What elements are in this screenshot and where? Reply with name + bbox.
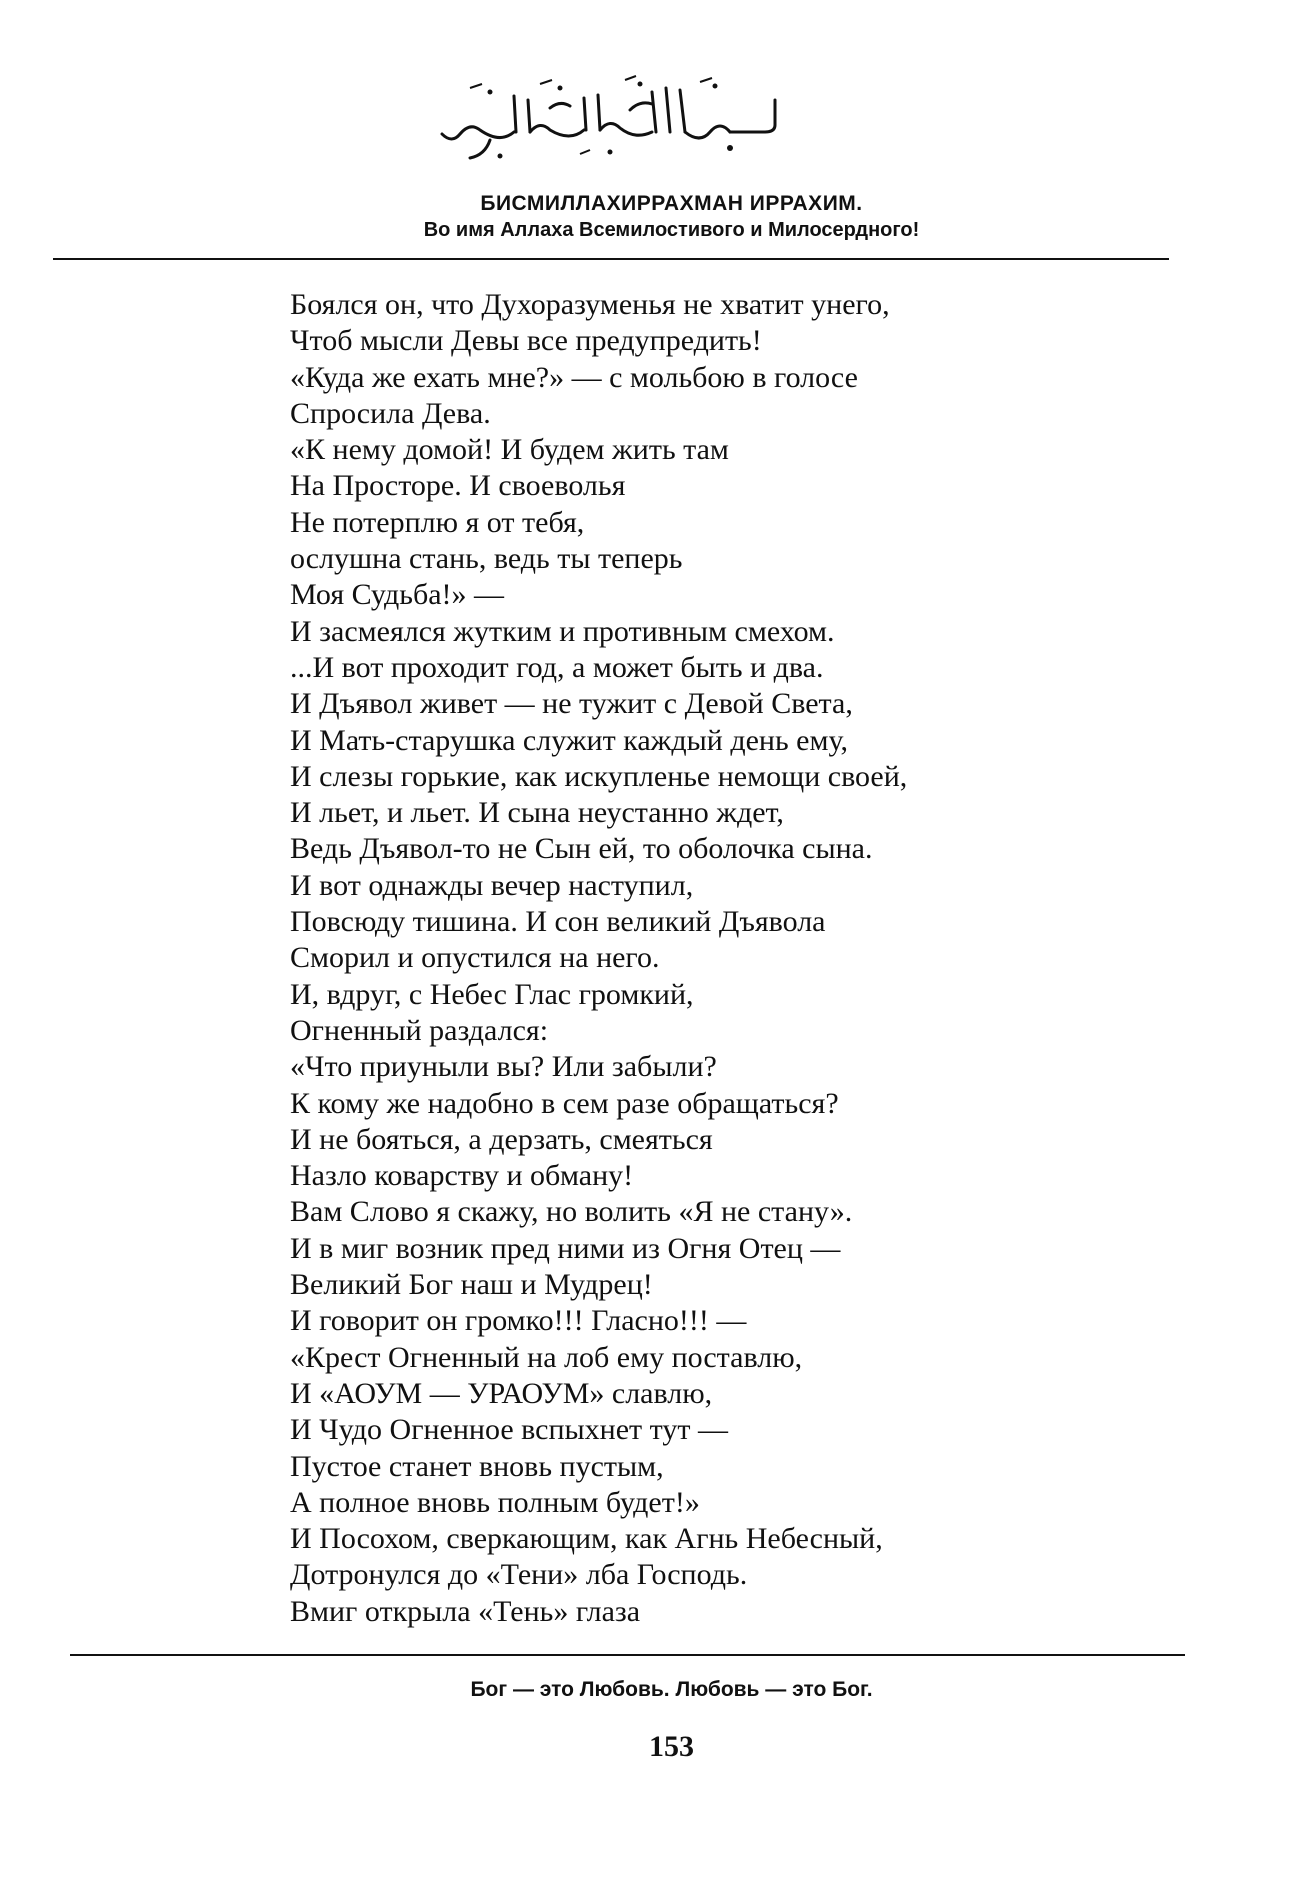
page-number: 153 bbox=[649, 1730, 694, 1763]
header-subtitle: Во имя Аллаха Всемилостивого и Милосердного! bbox=[423, 219, 920, 241]
poem-line: Великий Бог наш и Мудрец! bbox=[290, 1268, 653, 1302]
poem-text bbox=[290, 287, 907, 1630]
poem-line: ...И вот проходит год, а может быть и два. bbox=[290, 650, 824, 684]
poem-line: И льет, и льет. И сына неустанно ждет, bbox=[290, 796, 784, 830]
poem-line: Огненный раздался: bbox=[290, 1013, 549, 1047]
poem-line: И слезы горькие, как искупленье немощи своей, bbox=[290, 759, 908, 793]
poem-line: И Чудо Огненное вспыхнет тут — bbox=[290, 1413, 728, 1447]
poem-line: И вот однажды вечер наступил, bbox=[290, 868, 694, 902]
poem-line: И Мать-старушка служит каждый день ему, bbox=[290, 723, 848, 757]
poem-line: «Куда же ехать мне?» — с мольбою в голосе bbox=[290, 360, 858, 394]
poem-line: Вам Слово я скажу, но волить «Я не стану». bbox=[290, 1195, 853, 1229]
poem-line: «К нему домой! И будем жить там bbox=[290, 433, 729, 467]
poem-line: ослушна стань, ведь ты теперь bbox=[290, 542, 683, 576]
poem-line: И «АОУМ — УРАОУМ» славлю, bbox=[290, 1376, 713, 1410]
poem-line: И засмеялся жутким и противным смехом. bbox=[290, 614, 835, 648]
arabic-calligraphy-basmala bbox=[430, 70, 790, 170]
top-divider bbox=[53, 258, 1169, 260]
poem-line: Не потерплю я от тебя, bbox=[290, 505, 585, 539]
poem-line: К кому же надобно в сем разе обращаться? bbox=[290, 1086, 839, 1120]
poem-line: Ведь Дъявол-то не Сын ей, то оболочка сына. bbox=[290, 832, 873, 866]
poem-line: Боялся он, что Духоразуменья не хватит унего, bbox=[290, 288, 890, 321]
poem-line: Повсюду тишина. И сон великий Дъявола bbox=[290, 905, 826, 939]
poem-line: Назло коварству и обману! bbox=[290, 1159, 634, 1193]
poem-line: Сморил и опустился на него. bbox=[290, 941, 660, 975]
poem-line: И Посохом, сверкающим, как Агнь Небесный, bbox=[290, 1522, 883, 1556]
poem-line: И в миг возник пред ними из Огня Отец — bbox=[290, 1231, 841, 1265]
poem-line: Спросила Дева. bbox=[290, 396, 491, 430]
poem-line: «Крест Огненный на лоб ему поставлю, bbox=[290, 1340, 803, 1374]
bottom-divider bbox=[70, 1654, 1185, 1656]
poem-line: «Что приуныли вы? Или забыли? bbox=[290, 1050, 717, 1084]
poem-line: И не бояться, а дерзать, смеяться bbox=[290, 1122, 713, 1156]
poem-line: Вмиг открыла «Тень» глаза bbox=[290, 1594, 641, 1628]
poem-line: Дотронулся до «Тени» лба Господь. bbox=[290, 1558, 748, 1592]
poem-line: И Дъявол живет — не тужит с Девой Света, bbox=[290, 687, 853, 721]
poem-line: И, вдруг, с Небес Глас громкий, bbox=[290, 977, 694, 1011]
poem-line: И говорит он громко!!! Гласно!!! — bbox=[290, 1304, 747, 1338]
header-title: БИСМИЛЛАХИРРАХМАН ИРРАХИМ. bbox=[480, 192, 863, 215]
footer-motto: Бог — это Любовь. Любовь — это Бог. bbox=[470, 1678, 873, 1701]
poem-line: Моя Судьба!» — bbox=[290, 578, 505, 612]
poem-line: На Просторе. И своеволья bbox=[290, 469, 626, 503]
poem-line: А полное вновь полным будет!» bbox=[290, 1485, 700, 1519]
poem-line: Пустое станет вновь пустым, bbox=[290, 1449, 664, 1483]
poem-line: Чтоб мысли Девы все предупредить! bbox=[290, 324, 762, 358]
